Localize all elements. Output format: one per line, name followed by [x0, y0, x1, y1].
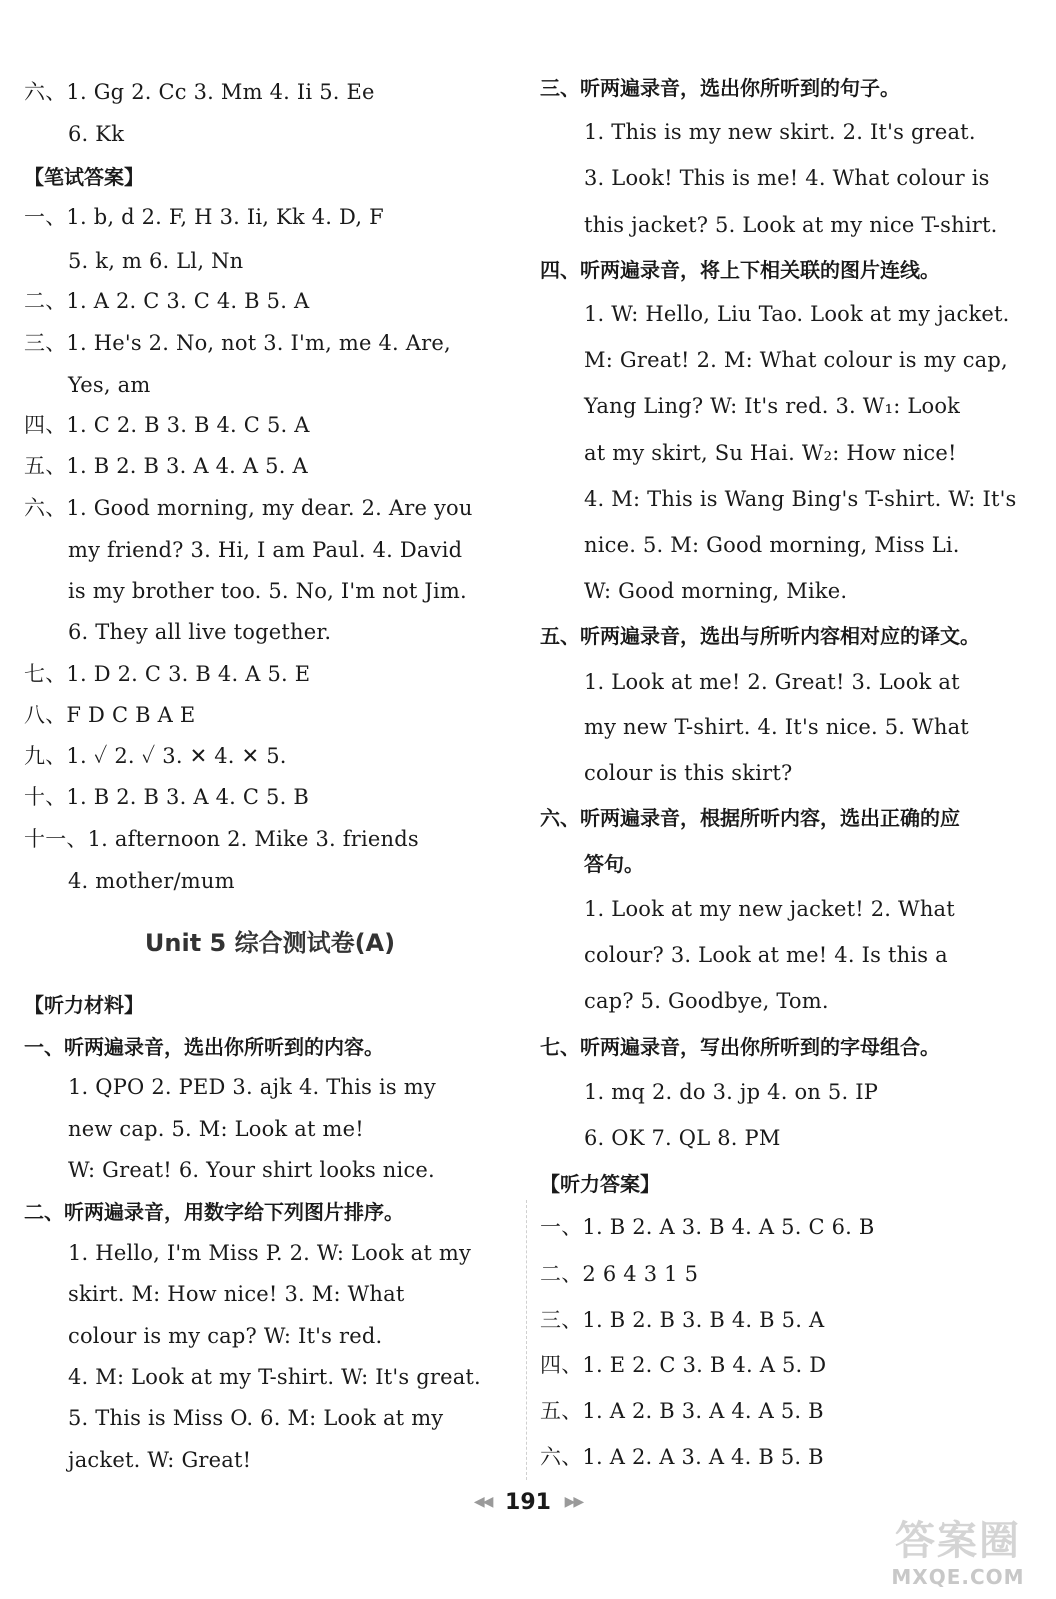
- section-heading: 答句。: [584, 852, 644, 876]
- answer-line: this jacket? 5. Look at my nice T-shirt.: [584, 213, 998, 237]
- section-heading: 二、听两遍录音，用数字给下列图片排序。: [24, 1200, 404, 1224]
- watermark-logo: 答案圈: [895, 1518, 1021, 1564]
- answer-line: new cap. 5. M: Look at me!: [68, 1117, 364, 1141]
- answer-line: 3. Look! This is me! 4. What colour is: [584, 166, 990, 190]
- section-heading: 【听力答案】: [540, 1172, 660, 1196]
- page-number: 191: [505, 1490, 551, 1515]
- answer-line: 三、1. He's 2. No, not 3. I'm, me 4. Are,: [24, 331, 451, 355]
- answer-line: 1. Hello, I'm Miss P. 2. W: Look at my: [68, 1241, 472, 1265]
- answer-line: 4. mother/mum: [68, 869, 235, 893]
- answer-line: colour is this skirt?: [584, 761, 793, 785]
- answer-line: 六、1. Gg 2. Cc 3. Mm 4. Ii 5. Ee: [24, 80, 375, 104]
- next-page-arrow-icon: ▶▶: [564, 1494, 583, 1510]
- answer-line: nice. 5. M: Good morning, Miss Li.: [584, 533, 960, 557]
- answer-line: 1. mq 2. do 3. jp 4. on 5. IP: [584, 1080, 879, 1104]
- answer-line: 五、1. B 2. B 3. A 4. A 5. A: [24, 454, 308, 478]
- answer-line: is my brother too. 5. No, I'm not Jim.: [68, 579, 467, 603]
- answer-line: Yes, am: [68, 373, 151, 397]
- answer-line: 6. They all live together.: [68, 620, 332, 644]
- answer-line: M: Great! 2. M: What colour is my cap,: [584, 348, 1008, 372]
- answer-line: 三、1. B 2. B 3. B 4. B 5. A: [540, 1308, 825, 1332]
- answer-line: 1. Look at my new jacket! 2. What: [584, 897, 955, 921]
- answer-line: 二、2 6 4 3 1 5: [540, 1262, 699, 1286]
- answer-line: 1. Look at me! 2. Great! 3. Look at: [584, 670, 960, 694]
- answer-line: 1. W: Hello, Liu Tao. Look at my jacket.: [584, 302, 1010, 326]
- unit-title: Unit 5 综合测试卷(A): [144, 929, 396, 957]
- answer-line: 六、1. A 2. A 3. A 4. B 5. B: [540, 1445, 824, 1469]
- answer-line: colour is my cap? W: It's red.: [68, 1324, 383, 1348]
- answer-line: my new T-shirt. 4. It's nice. 5. What: [584, 715, 969, 739]
- answer-line: 八、F D C B A E: [24, 703, 196, 727]
- answer-line: Yang Ling? W: It's red. 3. W₁: Look: [584, 394, 961, 418]
- column-divider: [526, 1200, 527, 1480]
- section-heading: 三、听两遍录音，选出你所听到的句子。: [540, 76, 900, 100]
- answer-line: W: Good morning, Mike.: [584, 579, 848, 603]
- answer-line: at my skirt, Su Hai. W₂: How nice!: [584, 441, 957, 465]
- answer-line: 十、1. B 2. B 3. A 4. C 5. B: [24, 785, 309, 809]
- section-heading: 【听力材料】: [24, 993, 144, 1017]
- prev-page-arrow-icon: ◀◀: [473, 1494, 492, 1510]
- answer-line: 一、1. B 2. A 3. B 4. A 5. C 6. B: [540, 1215, 875, 1239]
- answer-line: 4. M: This is Wang Bing's T-shirt. W: It's: [584, 487, 1017, 511]
- answer-line: 九、1. ✓ 2. ✓ 3. ✕ 4. ✕ 5.: [24, 744, 287, 768]
- section-heading: 六、听两遍录音，根据所听内容，选出正确的应: [540, 806, 960, 830]
- answer-line: 七、1. D 2. C 3. B 4. A 5. E: [24, 662, 311, 686]
- answer-line: 6. Kk: [68, 122, 125, 146]
- answer-line: 1. QPO 2. PED 3. ajk 4. This is my: [68, 1075, 436, 1099]
- answer-line: W: Great! 6. Your shirt looks nice.: [68, 1158, 435, 1182]
- answer-line: 五、1. A 2. B 3. A 4. A 5. B: [540, 1399, 824, 1423]
- answer-line: my friend? 3. Hi, I am Paul. 4. David: [68, 538, 463, 562]
- answer-line: 六、1. Good morning, my dear. 2. Are you: [24, 496, 473, 520]
- section-heading: 一、听两遍录音，选出你所听到的内容。: [24, 1035, 384, 1059]
- answer-line: 5. k, m 6. Ll, Nn: [68, 249, 244, 273]
- section-heading: 七、听两遍录音，写出你所听到的字母组合。: [540, 1035, 940, 1059]
- answer-line: 一、1. b, d 2. F, H 3. Ii, Kk 4. D, F: [24, 205, 384, 229]
- answer-line: colour? 3. Look at me! 4. Is this a: [584, 943, 948, 967]
- answer-line: 4. M: Look at my T-shirt. W: It's great.: [68, 1365, 481, 1389]
- answer-line: 1. This is my new skirt. 2. It's great.: [584, 120, 976, 144]
- section-heading: 【笔试答案】: [24, 165, 144, 189]
- section-heading: 五、听两遍录音，选出与所听内容相对应的译文。: [540, 624, 980, 648]
- answer-line: cap? 5. Goodbye, Tom.: [584, 989, 829, 1013]
- answer-line: skirt. M: How nice! 3. M: What: [68, 1282, 405, 1306]
- answer-line: 6. OK 7. QL 8. PM: [584, 1126, 781, 1150]
- answer-line: 十一、1. afternoon 2. Mike 3. friends: [24, 827, 419, 851]
- answer-line: 四、1. C 2. B 3. B 4. C 5. A: [24, 413, 310, 437]
- answer-line: 四、1. E 2. C 3. B 4. A 5. D: [540, 1353, 827, 1377]
- section-heading: 四、听两遍录音，将上下相关联的图片连线。: [540, 258, 940, 282]
- answer-line: 5. This is Miss O. 6. M: Look at my: [68, 1406, 444, 1430]
- answer-line: 二、1. A 2. C 3. C 4. B 5. A: [24, 289, 310, 313]
- answer-line: jacket. W: Great!: [68, 1448, 252, 1472]
- watermark: [878, 1509, 1038, 1589]
- watermark-site: MXQE.COM: [891, 1565, 1025, 1589]
